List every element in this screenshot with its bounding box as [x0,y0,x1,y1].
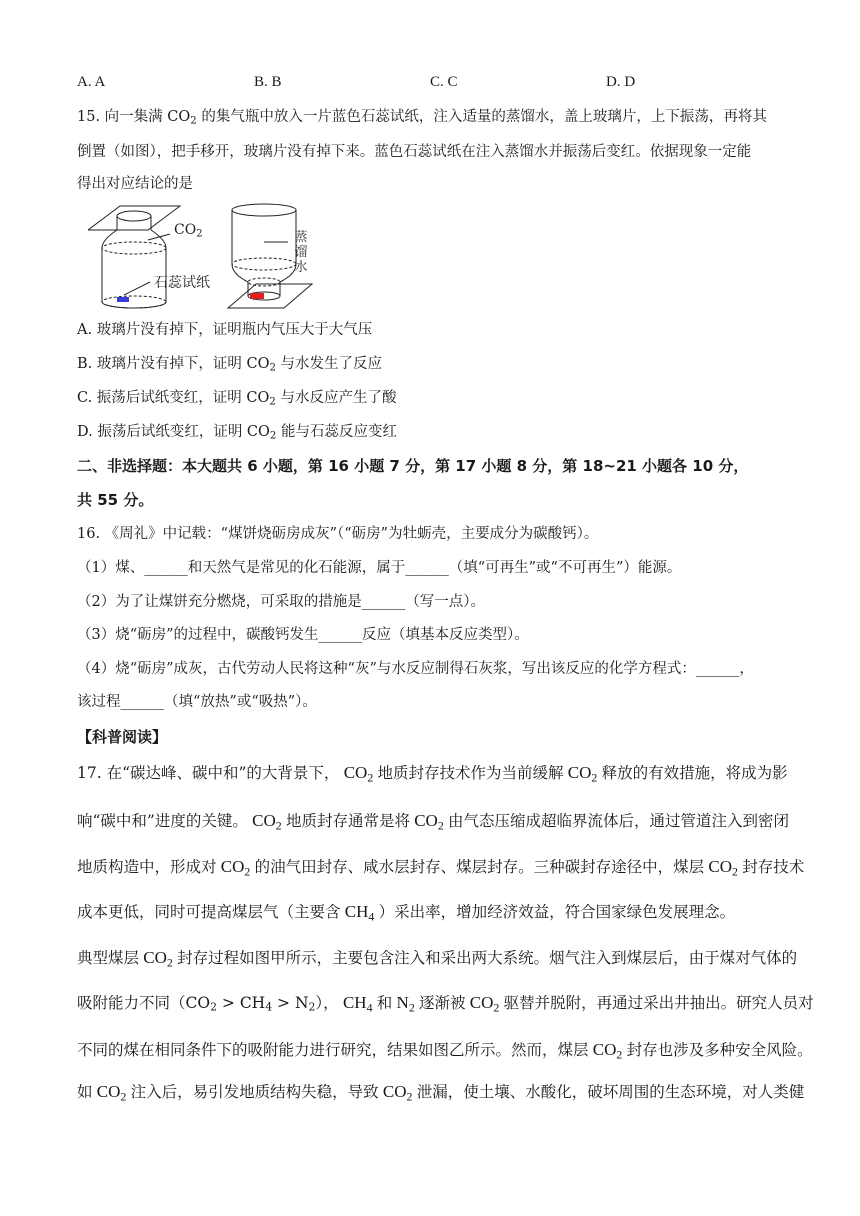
chemical-formula: $CO_2$ [92,1082,127,1104]
litmus-paper-label: 石蕊试纸 [154,275,210,291]
q17-line8 [77,1082,804,1107]
reading-heading: 【科普阅读】 [77,728,168,746]
q15-line1: 15. 向一集满 $CO_2$ 的集气瓶中放入一片蓝色石蕊试纸，注入适量的蒸馏水，盖上玻璃片，上下振荡，再将其 [77,109,767,127]
q15-line3: 得出对应结论的是 [77,176,193,192]
text-run: 由气态压缩成超临界流体后，通过管道注入到密闭 [448,812,790,830]
option-d-prev: D. D [606,74,636,90]
text-run: 典型煤层 [77,949,140,967]
text-run: > CH [216,994,266,1012]
option-a-prev: A. A [77,74,106,90]
q17-line2 [77,811,789,836]
text-run: ）采出率，增加经济效益，符合国家绿色发展理念。 [378,903,736,921]
text-run: 的油气田封存、咸水层封存、煤层封存。三种碳封存途径中，煤层 [254,858,705,876]
text-run: 泄漏，使土壤、水酸化，破坏周围的生态环境，对人类健 [416,1083,805,1101]
text-run: ）， [315,994,339,1012]
q16-intro: 16. 《周礼》中记载：“煤饼烧砺房成灰”（“砺房”为牡蛎壳，主要成分为碳酸钙）。 [77,526,599,542]
text-run: 吸附能力不同（CO [77,994,211,1012]
chemical-formula: $CO_2$ [704,857,738,879]
q16-part4-line1: （4）烧“砺房”成灰，古代劳动人民将这种“灰”与水反应制得石灰浆，写出该反应的化学方程式：______， [77,661,754,677]
glass-plate-bottom [228,284,312,308]
section2-heading-line1: 二、非选择题：本大题共 6 小题，第 16 小题 7 分，第 17 小题 8 分，第 18~21 小题各 10 分， [77,457,749,475]
text-run: 释放的有效措施，将成为影 [601,764,788,782]
co2-label: $CO_2$ [174,222,203,240]
q17-line6 [77,993,814,1018]
text-run: 如 [77,1083,93,1101]
text-run: 和 [376,994,393,1012]
bottle-experiment-figure [88,202,328,320]
text-run: 地质封存技术作为当前缓解 [377,764,564,782]
text-run: 封存也涉及多种安全风险。 [626,1041,813,1059]
q15-option-a: A. 玻璃片没有掉下，证明瓶内气压大于大气压 [77,322,373,338]
text-run: > N [272,994,309,1012]
text-run: 成本更低，同时可提高煤层气（主要含 [77,903,341,921]
q15-option-c: C. 振荡后试纸变红，证明 $CO_2$ 与水反应产生了酸 [77,390,397,408]
text-run: 封存过程如图甲所示，主要包含注入和采出两大系统。烟气注入到煤层后，由于煤对气体的 [177,949,798,967]
bottle-mouth [117,211,151,221]
text-run: 17. 在“碳达峰、碳中和”的大背景下， [77,764,340,782]
text-run: 注入后，易引发地质结构失稳，导致 [130,1083,379,1101]
section2-heading-line2: 共 55 分。 [77,491,154,509]
blue-litmus-paper [117,297,129,302]
bottle-diagram [88,202,328,320]
q17-line3 [77,857,804,882]
q16-part4-line2: 该过程______（填“放热”或“吸热”）。 [77,694,317,710]
chemical-formula: $CO_2$ [378,1082,413,1104]
subscript: 4 [265,1000,273,1014]
distilled-water-label: 蒸 馏 水 [294,230,308,275]
text-run: 地质构造中，形成对 [77,858,217,876]
q16-part3: （3）烧“砺房”的过程中，碳酸钙发生______反应（填基本反应类型）。 [77,627,529,643]
text-run: 不同的煤在相同条件下的吸附能力进行研究，结果如图乙所示。然而，煤层 [77,1041,589,1059]
option-c-prev: C. C [430,74,458,90]
q15-option-d: D. 振荡后试纸变红，证明 $CO_2$ 能与石蕊反应变红 [77,424,397,442]
text-run: 驱替并脱附，再通过采出井抽出。研究人员对 [503,994,814,1012]
q15-option-b: B. 玻璃片没有掉下，证明 $CO_2$ 与水发生了反应 [77,356,383,374]
chemical-formula: $CO_2$ [339,763,374,785]
chemical-formula: $CO_2$ [216,857,251,879]
chemical-formula: $CH_4$ [340,902,375,924]
q17-line4 [77,902,735,927]
chemical-formula: $CH_4$ [338,993,373,1015]
q17-line5 [77,948,797,973]
chemical-formula: $CO_2$ [139,948,173,970]
option-b-prev: B. B [254,74,282,90]
q16-part1: （1）煤、______和天然气是常见的化石能源，属于______（填“可再生”或“不可再生”）能源。 [77,560,682,576]
text-run: 响“碳中和”进度的关键。 [77,812,248,830]
q17-line7 [77,1040,813,1065]
q15-line2: 倒置（如图），把手移开，玻璃片没有掉下来。蓝色石蕊试纸在注入蒸馏水并振荡后变红。依据现象一定能 [77,144,752,160]
subscript: 2 [308,1000,316,1014]
chemical-formula: $CO_2$ [588,1040,623,1062]
text-run: 封存技术 [742,858,805,876]
text-run: 地质封存通常是将 [285,812,410,830]
chemical-formula: $CO_2$ [563,763,598,785]
red-litmus-paper [250,293,264,299]
chemical-formula: $CO_2$ [409,811,444,833]
subscript: 2 [210,1000,217,1014]
chemical-formula: $N_2$ [392,993,415,1015]
q17-line1 [77,763,788,788]
text-run: 逐渐被 [419,994,466,1012]
chemical-formula: $CO_2$ [247,811,282,833]
glass-plate-top [88,206,180,230]
q16-part2: （2）为了让煤饼充分燃烧，可采取的措施是______（写一点）。 [77,594,485,610]
chemical-formula: $CO_2$ [465,993,500,1015]
